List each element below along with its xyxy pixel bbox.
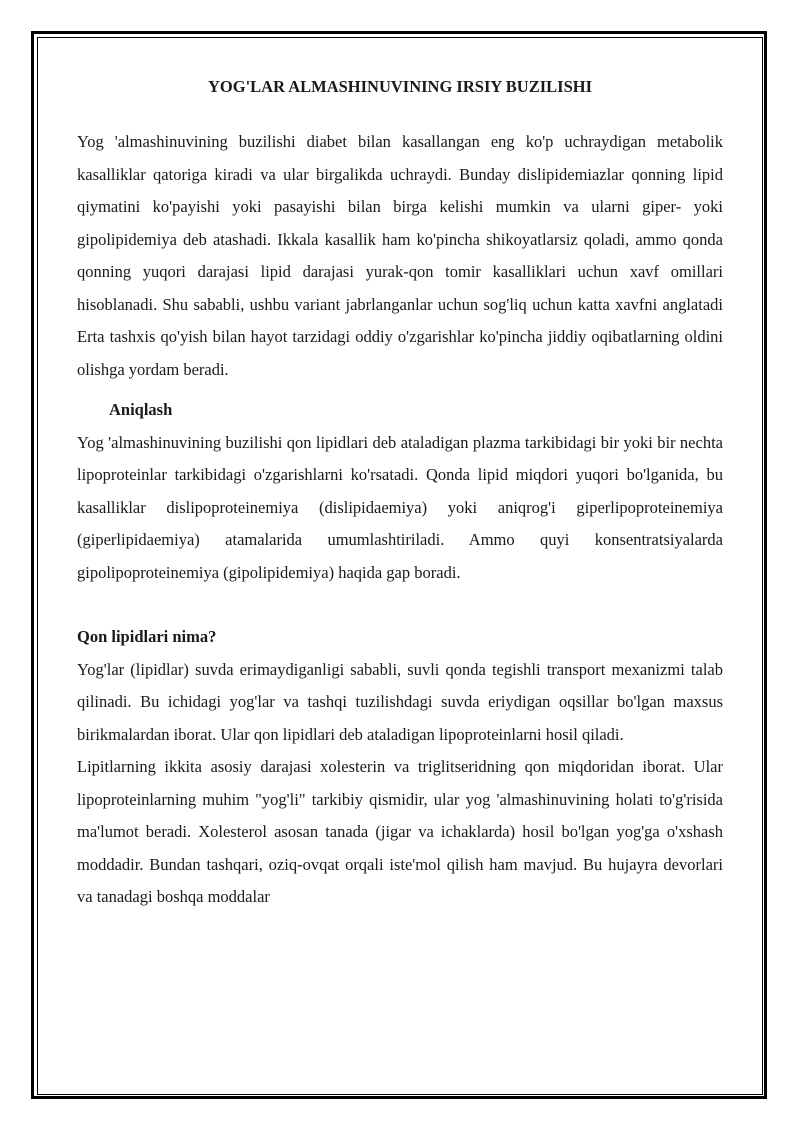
- section-heading-aniqlash: Aniqlash: [109, 400, 173, 419]
- section-heading-qon-lipidlari: Qon lipidlari nima?: [77, 627, 217, 646]
- intro-paragraph: Yog 'almashinuvining buzilishi diabet bilan kasallangan eng ko'p uchraydigan metabolik kasalliklar qatoriga kiradi va ular birgalikda uchraydi. Bunday dislipidemiazlar qonning lipid qiymatini ko'payishi yoki pasayishi bilan birga kelishi mumkin va ularni giper- yoki gipolipidemiya deb atashadi. Ikkala kasallik ham ko'pincha shikoyatlarsiz qoladi, ammo qonda qonning yuqori darajasi lipid darajasi yurak-qon tomir kasalliklari uchun xavf omillari hisoblanadi. Shu sababli, ushbu variant jabrlanganlar uchun sog'liq uchun katta xavfni anglatadi Erta tashxis qo'yish bilan hayot tarzidagi oddiy o'zgarishlar ko'pincha jiddiy oqibatlarning oldini olishga yordam beradi.: [77, 132, 723, 379]
- document-title: YOG'LAR ALMASHINUVINING IRSIY BUZILISHI: [207, 77, 592, 96]
- section-paragraph-qon-lipidlari-2: Lipitlarning ikkita asosiy darajasi xolesterin va triglitseridning qon miqdoridan iborat. Ular lipoproteinlarning muhim "yog'li" tarkibiy qismidir, ular yog 'almashinuvining holati to'g'risida ma'lumot beradi. Xolesterol asosan tanada (jigar va ichaklarda) hosil bo'lgan yog'ga o'xshash moddadir. Bundan tashqari, oziq-ovqat orqali iste'mol qilish ham mavjud. Bu hujayra devorlari va tanadagi boshqa moddalar: [77, 757, 723, 906]
- section-paragraph-qon-lipidlari-1: Yog'lar (lipidlar) suvda erimaydiganligi sababli, suvli qonda tegishli transport mexanizmi talab qilinadi. Bu ichidagi yog'lar va tashqi tuzilishdagi suvda eriydigan oqsillar bo'lgan maxsus birikmalardan iborat. Ular qon lipidlari deb ataladigan lipoproteinlarni hosil qiladi.: [77, 659, 723, 744]
- document-body: [77, 70, 723, 914]
- blank-line: [77, 589, 723, 621]
- section-paragraph-aniqlash: Yog 'almashinuvining buzilishi qon lipidlari deb ataladigan plazma tarkibidagi bir yoki bir nechta lipoproteinlar tarkibidagi o'zgarishlarni ko'rsatadi. Qonda lipid miqdori yuqori bo'lganida, bu kasalliklar dislipoproteinemiya (dislipidaemiya) yoki aniqrog'i giperlipoproteinemiya (giperlipidaemiya) atamalarida umumlashtiriladi. Ammo quyi konsentratsiyalarda gipolipoproteinemiya (gipolipidemiya) haqida gap boradi.: [77, 432, 723, 582]
